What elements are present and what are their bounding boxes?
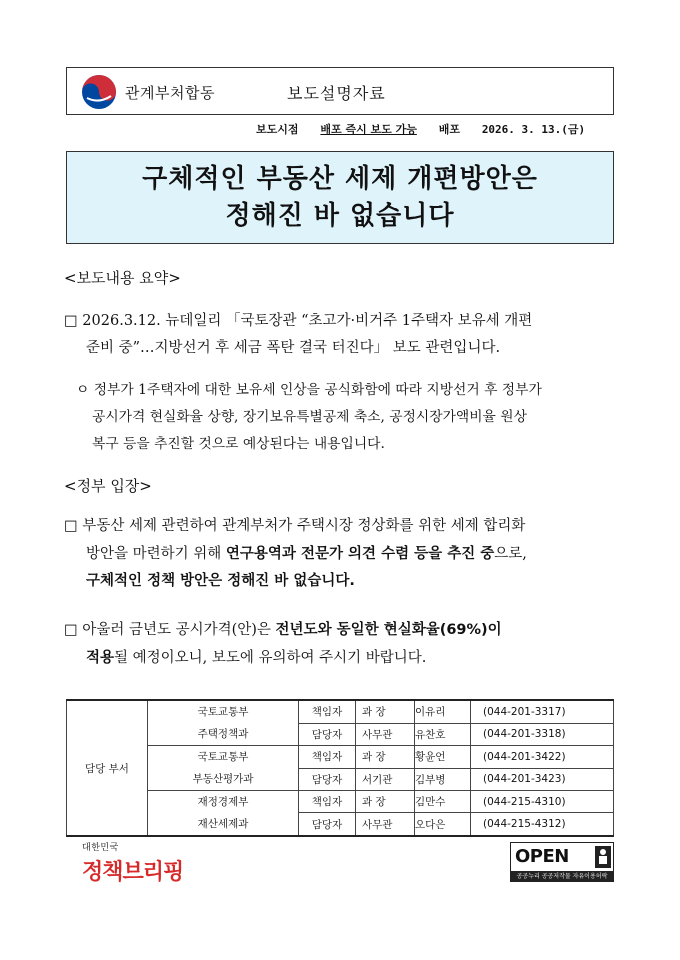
bold-text-run: 적용 [86,650,115,666]
position-heading: <정부 입장> [64,477,152,495]
department-ministry: 재정경제부 [197,796,249,808]
text-run: □ 아울러 금년도 공시가격(안)은 [64,622,276,638]
contact-position: 서기관 [356,768,415,791]
position-p1-line-2 [64,541,624,569]
position-paragraph-2 [64,616,624,672]
brand-small-text: 대한민국 [82,843,119,853]
policy-briefing-logo [82,840,183,886]
summary-item-1 [64,308,624,362]
contact-position: 과 장 [356,700,415,723]
summary-item-1-line-1: □ 2026.3.12. 뉴데일리 「국토장관 “초고가·비거주 1주택자 보유세 개편 [64,313,533,329]
summary-item-2-line-3: 복구 등을 추진할 것으로 예상된다는 내용입니다. [92,436,385,452]
department-ministry: 국토교통부 [197,751,249,763]
text-run: 으로, [494,545,527,562]
position-paragraph-1 [64,513,624,596]
contact-name: 유찬호 [415,723,471,745]
contact-name: 오다은 [415,813,471,836]
release-date-value: 2026. 3. 13.(금) [481,123,586,136]
contact-role: 담당자 [299,768,356,791]
person-icon [595,846,611,868]
text-run: 될 예정이오니, 보도에 유의하여 주시기 바랍니다. [114,650,427,666]
header-box [66,67,614,115]
position-p1-line-1: □ 부동산 세제 관련하여 관계부처가 주택시장 정상화를 위한 세제 합리화 [64,518,526,534]
table-row [67,791,614,813]
bold-text-run: 전년도와 동일한 현실화율(69%)이 [275,622,502,638]
contact-position: 과 장 [356,791,415,813]
document-type: 보도설명자료 [287,84,386,103]
contact-position: 과 장 [356,746,415,769]
contact-role: 책임자 [299,746,356,769]
bold-text-run: 연구용역과 전문가 의견 수렴 등을 추진 중 [225,545,495,562]
contact-role: 담당자 [299,723,356,745]
kogl-open-badge [510,842,614,882]
department-cell [148,791,299,837]
release-info [256,121,585,137]
department-cell [148,700,299,746]
contact-phone: (044-215-4310) [471,791,614,813]
release-time-label: 보도시점 [256,123,299,136]
department-division: 주택정책과 [197,728,249,740]
title-box [66,151,614,244]
text-run: 방안을 마련하기 위해 [86,545,226,562]
table-row [67,700,614,723]
summary-item-2-line-2: 공시가격 현실화율 상향, 장기보유특별공제 축소, 공정시장가액비율 원상 [92,409,527,425]
contact-role: 책임자 [299,700,356,723]
contact-name: 김부병 [415,768,471,791]
summary-heading: <보도내용 요약> [64,269,181,287]
release-date-label: 배포 [438,123,460,136]
position-p1-line-3: 구체적인 정책 방안은 정해진 바 없습니다. [86,573,355,589]
contact-phone: (044-201-3422) [471,746,614,769]
release-time-value: 배포 즉시 보도 가능 [320,123,417,136]
ministry-name: 관계부처합동 [125,84,215,102]
contact-phone: (044-201-3317) [471,700,614,723]
contact-phone: (044-201-3318) [471,723,614,745]
contact-name: 김만수 [415,791,471,813]
table-row [67,746,614,769]
position-p2-line-1 [64,616,624,644]
brand-name: 정책브리핑 [82,860,184,885]
department-label: 담당 부서 [67,700,148,836]
title-line-1: 구체적인 부동산 세제 개편방안은 [142,164,538,194]
title-line-2: 정해진 바 없습니다 [225,201,455,231]
summary-item-2-line-1: ㅇ 정부가 1주택자에 대한 보유세 인상을 공식화함에 따라 지방선거 후 정부가 [76,382,542,398]
contact-role: 책임자 [299,791,356,813]
contact-phone: (044-215-4312) [471,813,614,836]
department-division: 부동산평가과 [192,773,254,785]
contact-phone: (044-201-3423) [471,768,614,791]
summary-item-2 [76,377,624,458]
contact-position: 사무관 [356,813,415,836]
contact-name: 이유리 [415,700,471,723]
contact-name: 황윤언 [415,746,471,769]
department-division: 재산세제과 [197,818,249,830]
contact-role: 담당자 [299,813,356,836]
government-emblem-icon [81,74,117,110]
open-caption: 공공누리 공공저작물 자유이용허락 [511,871,613,882]
contact-position: 사무관 [356,723,415,745]
open-text: OPEN [515,846,569,867]
contact-table [66,699,614,837]
department-cell [148,746,299,791]
department-ministry: 국토교통부 [197,706,249,718]
summary-item-1-line-2: 준비 중”…지방선거 후 세금 폭탄 결국 터진다」 보도 관련입니다. [86,340,501,356]
position-p2-line-2 [64,644,624,672]
